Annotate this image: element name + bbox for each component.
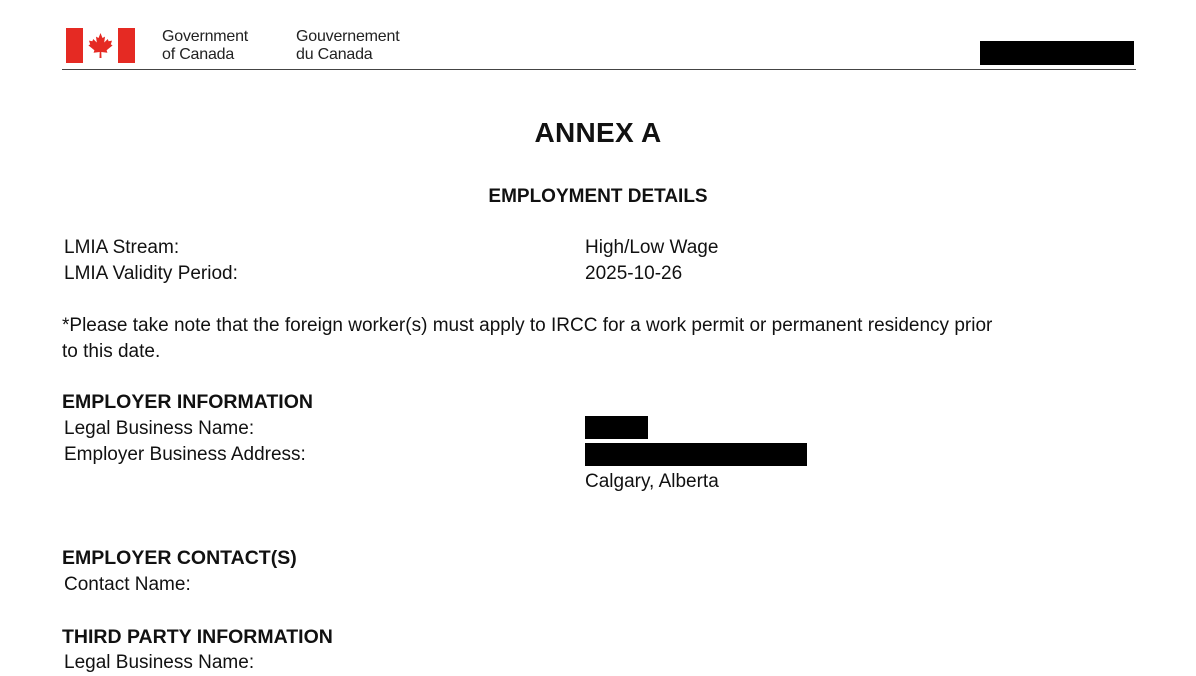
redacted-file-number xyxy=(980,41,1134,65)
employer-information-heading: EMPLOYER INFORMATION xyxy=(62,391,313,413)
employer-contacts-heading: EMPLOYER CONTACT(S) xyxy=(62,547,297,569)
wordmark-fr-line2: du Canada xyxy=(296,46,373,63)
employer-address-label: Employer Business Address: xyxy=(64,444,306,465)
annex-title: ANNEX A xyxy=(534,117,662,148)
wordmark-english xyxy=(162,28,248,64)
lmia-stream-label: LMIA Stream: xyxy=(64,237,180,258)
canada-flag-icon xyxy=(66,28,135,63)
legal-business-name-label: Legal Business Name: xyxy=(64,418,255,439)
lmia-validity-label: LMIA Validity Period: xyxy=(64,263,238,284)
permit-note-line1: *Please take note that the foreign worker(s) must apply to IRCC for a work permit or permanent residency prior xyxy=(62,315,993,336)
wordmark-french xyxy=(296,28,399,64)
lmia-validity-value: 2025-10-26 xyxy=(585,263,683,284)
lmia-stream-value: High/Low Wage xyxy=(585,237,719,258)
third-party-legal-name-label: Legal Business Name: xyxy=(64,652,255,673)
permit-note-line2: to this date. xyxy=(62,341,161,362)
wordmark-fr-line1: Gouvernement xyxy=(296,28,400,45)
wordmark-en-line2: of Canada xyxy=(162,46,235,63)
third-party-heading: THIRD PARTY INFORMATION xyxy=(62,626,333,648)
header-divider xyxy=(62,69,1136,70)
contact-name-label: Contact Name: xyxy=(64,574,191,595)
redacted-street-address xyxy=(585,443,807,466)
redacted-business-name xyxy=(585,416,648,439)
wordmark-en-line1: Government xyxy=(162,28,249,45)
employer-address-city: Calgary, Alberta xyxy=(585,471,719,492)
employment-details-title: EMPLOYMENT DETAILS xyxy=(488,186,708,207)
